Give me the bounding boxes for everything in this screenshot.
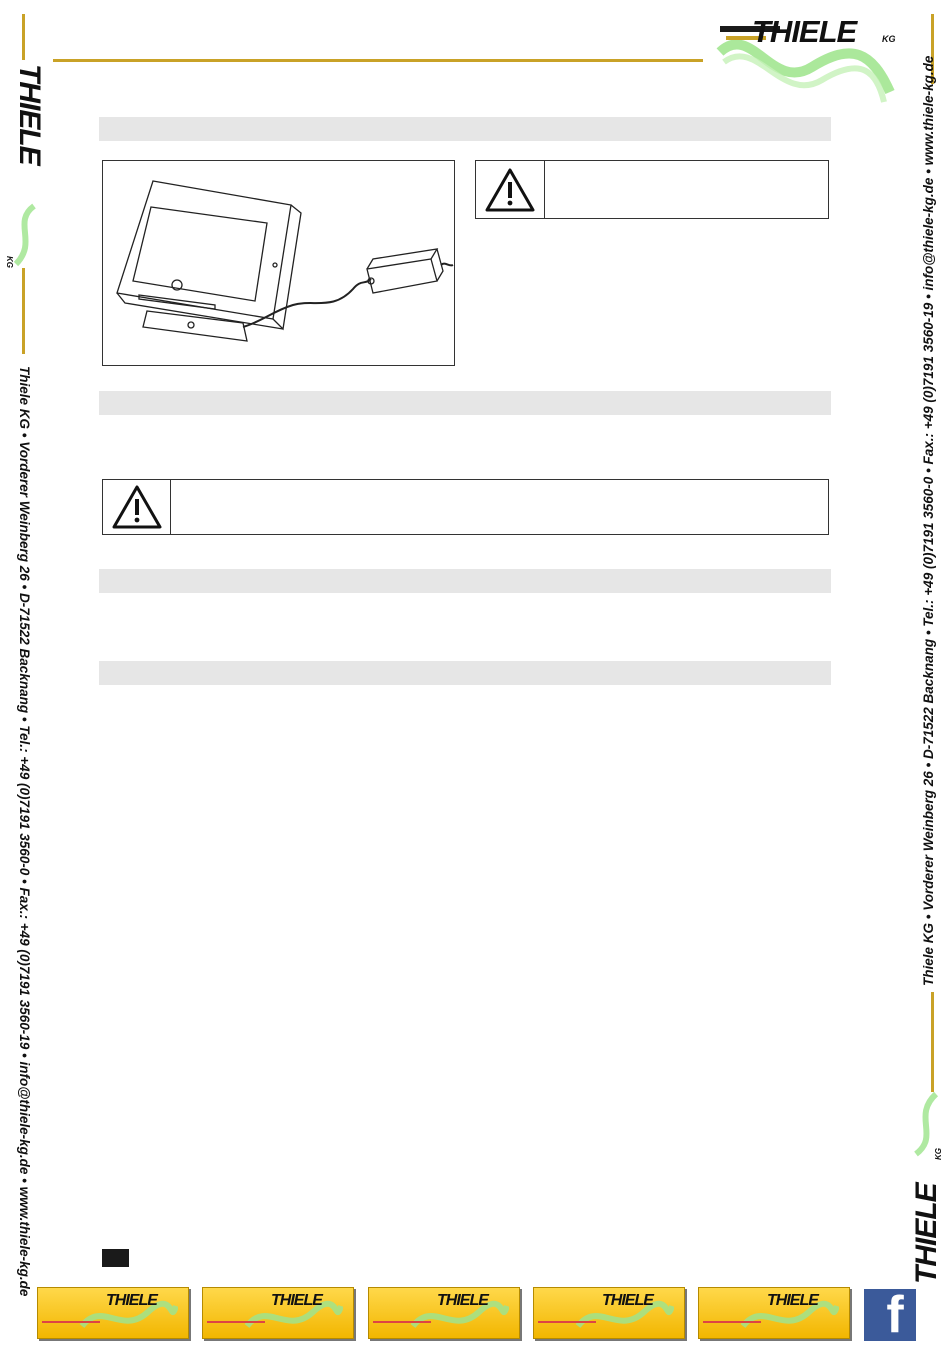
logo-suffix: KG <box>882 34 896 44</box>
side-logo-right <box>904 1088 948 1288</box>
left-rule-top <box>22 14 25 60</box>
page-number-badge <box>102 1249 129 1267</box>
section-header-1 <box>99 117 831 141</box>
warning-box-1-icon-cell <box>476 161 545 218</box>
warning-box-1-text-cell <box>545 161 828 218</box>
contact-line-right: Thiele KG • Vorderer Weinberg 26 • D-71522 Backnang • Tel.: +49 (0)7191 3560-0 • Fax.: +49 (0)7191 3560-19 • info@thiele-kg.de • www.thiele-kg.de <box>921 55 936 986</box>
banner-label: THIELE <box>437 1292 488 1309</box>
side-logo-right-suffix: KG <box>934 1148 943 1160</box>
warning-triangle-icon <box>111 484 163 530</box>
section-header-3 <box>99 569 831 593</box>
footer-banner-3[interactable] <box>368 1287 520 1339</box>
side-logo-left-wordmark: THIELE <box>13 64 46 165</box>
green-wave-icon <box>8 202 44 272</box>
banner-label: THIELE <box>106 1292 157 1309</box>
logo-wordmark: THIELE <box>752 14 857 49</box>
banner-accent-line <box>207 1321 265 1323</box>
footer-banner-4[interactable] <box>533 1287 685 1339</box>
device-illustration <box>102 160 455 366</box>
side-logo-left-suffix: KG <box>5 256 14 268</box>
banner-accent-line <box>538 1321 596 1323</box>
terminal-with-power-supply-drawing <box>103 161 454 365</box>
banner-label: THIELE <box>602 1292 653 1309</box>
header-logo <box>712 12 902 107</box>
footer-banner-5[interactable] <box>698 1287 850 1339</box>
banner-accent-line <box>373 1321 431 1323</box>
warning-triangle-icon <box>484 167 536 213</box>
footer-banner-1[interactable] <box>37 1287 189 1339</box>
facebook-glyph: f <box>886 1286 904 1344</box>
section-header-2 <box>99 391 831 415</box>
contact-line-left: Thiele KG • Vorderer Weinberg 26 • D-71522 Backnang • Tel.: +49 (0)7191 3560-0 • Fax.: +49 (0)7191 3560-19 • info@thiele-kg.de • www.thiele-kg.de <box>17 366 32 1297</box>
side-logo-left <box>5 64 46 268</box>
warning-box-1 <box>475 160 829 219</box>
banner-label: THIELE <box>271 1292 322 1309</box>
banner-label: THIELE <box>767 1292 818 1309</box>
facebook-icon[interactable] <box>864 1286 916 1344</box>
banner-accent-line <box>42 1321 100 1323</box>
warning-box-2-icon-cell <box>103 480 171 534</box>
side-logo-right-wordmark: THIELE <box>910 1183 943 1284</box>
right-rule-mid <box>931 992 934 1092</box>
banner-accent-line <box>703 1321 761 1323</box>
section-header-4 <box>99 661 831 685</box>
footer-banner-2[interactable] <box>202 1287 354 1339</box>
header-rule <box>53 59 703 62</box>
warning-box-2 <box>102 479 829 535</box>
left-rule-mid <box>22 268 25 354</box>
warning-box-2-text-cell <box>171 480 828 534</box>
